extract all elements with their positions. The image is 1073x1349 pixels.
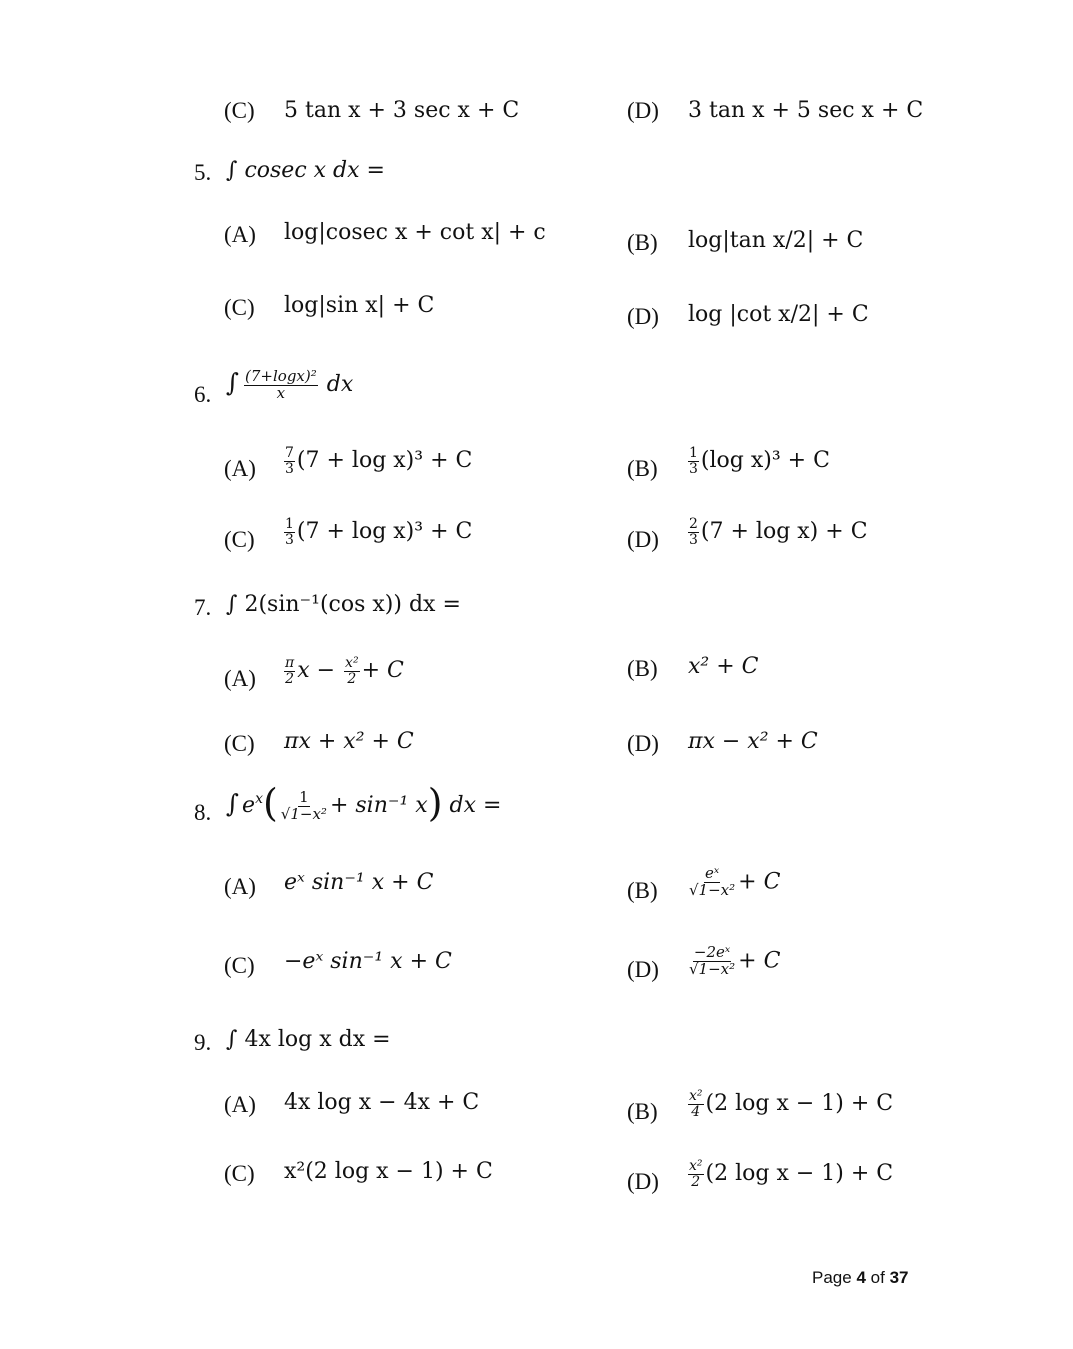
frac-den: 2	[347, 670, 357, 687]
option-label: (C)	[224, 295, 255, 320]
option-label: (A)	[224, 874, 256, 899]
question-stem: ∫ 4x log x dx =	[226, 1027, 391, 1052]
expr-tail: + C	[361, 658, 404, 684]
stem-tail: dx	[326, 372, 354, 397]
option-expr: log |cot x/2| + C	[688, 302, 869, 327]
frac-den: 3	[285, 460, 294, 477]
question-number: 5.	[194, 160, 212, 185]
option-expr: x² + C	[688, 654, 759, 679]
option-expr: eˣ sin⁻¹ x + C	[284, 870, 434, 895]
expr-tail: + C	[738, 869, 781, 895]
stem-denominator: x	[276, 383, 286, 402]
option-expr: πx − x² + C	[688, 729, 818, 754]
option-label: (B)	[627, 230, 658, 255]
question-stem: ∫ 2(sin⁻¹(cos x)) dx =	[226, 592, 461, 617]
option-label: (D)	[627, 957, 659, 982]
option-expr: log|cosec x + cot x| + c	[284, 220, 546, 245]
option-label: (C)	[224, 527, 255, 552]
option-label: (C)	[224, 731, 255, 756]
expr-tail: (2 log x − 1) + C	[705, 1091, 894, 1117]
frac-den: 3	[689, 531, 698, 548]
expr-tail: (log x)³ + C	[700, 448, 830, 474]
option-label: (B)	[627, 456, 658, 481]
option-label: (A)	[224, 222, 256, 247]
expr-tail: (7 + log x)³ + C	[296, 519, 473, 545]
frac-num: π	[285, 655, 295, 671]
option-label: (A)	[224, 1092, 256, 1117]
option-expr: 4x log x − 4x + C	[284, 1090, 480, 1115]
option-label: (B)	[627, 878, 658, 903]
option-expr	[282, 517, 472, 547]
option-expr: log|sin x| + C	[284, 293, 435, 318]
option-label: (D)	[627, 731, 659, 756]
frac-num: −2eˣ	[693, 943, 731, 961]
frac-den: 4	[691, 1103, 701, 1120]
option-label: (D)	[627, 1169, 659, 1194]
page-of: of	[870, 1268, 885, 1287]
option-label: (B)	[627, 656, 658, 681]
option-expr	[686, 866, 780, 899]
option-expr: log|tan x/2| + C	[688, 228, 864, 253]
option-label: (D)	[627, 304, 659, 329]
frac-num: x²	[689, 1158, 703, 1174]
option-expr: 3 tan x + 5 sec x + C	[688, 98, 924, 123]
expr-tail: (2 log x − 1) + C	[705, 1161, 894, 1187]
frac-den: 2	[285, 670, 295, 687]
option-expr	[686, 945, 780, 978]
option-expr	[686, 1159, 893, 1189]
question-stem: ∫ $e^x$( $\frac{1}{\text{√1−x²}}$ + sin⁻¹ x) dx =	[226, 781, 502, 825]
page-indicator	[812, 1268, 908, 1288]
option-expr	[282, 656, 404, 686]
question-number: 6.	[194, 382, 212, 407]
question-number: 7.	[194, 595, 212, 620]
option-label: (B)	[627, 1099, 658, 1124]
stem-mid: + sin⁻¹ x	[329, 793, 428, 818]
option-label: (D)	[627, 98, 659, 123]
option-label: (C)	[224, 98, 255, 123]
frac-den: 2	[691, 1173, 701, 1190]
frac-num: 1	[285, 516, 294, 532]
option-expr	[686, 1089, 893, 1119]
frac-den: √1−x²	[689, 880, 736, 899]
expr-mid: x −	[297, 658, 336, 684]
frac-num: 7	[285, 445, 294, 461]
option-expr: πx + x² + C	[284, 729, 414, 754]
frac-den: √1−x²	[689, 959, 736, 978]
stem-numerator: 1	[299, 787, 309, 806]
stem-tail: dx =	[449, 793, 502, 818]
frac-den: 3	[689, 460, 698, 477]
page-current: 4	[856, 1268, 866, 1287]
frac-num: x²	[345, 655, 359, 671]
option-label: (A)	[224, 456, 256, 481]
option-expr	[686, 446, 830, 476]
option-label: (A)	[224, 666, 256, 691]
question-number: 8.	[194, 800, 212, 825]
page-total: 37	[889, 1268, 909, 1287]
expr-tail: (7 + log x) + C	[700, 519, 868, 545]
frac-num: 1	[689, 445, 698, 461]
option-label: (C)	[224, 1161, 255, 1186]
expr-tail: + C	[738, 948, 781, 974]
option-label: (C)	[224, 953, 255, 978]
option-expr: −eˣ sin⁻¹ x + C	[284, 949, 452, 974]
stem-numerator: (7+logx)²	[245, 366, 317, 385]
expr-tail: (7 + log x)³ + C	[296, 448, 473, 474]
question-number: 9.	[194, 1030, 212, 1055]
frac-num: eˣ	[704, 864, 720, 882]
option-expr: x²(2 log x − 1) + C	[284, 1159, 493, 1184]
option-label: (D)	[627, 527, 659, 552]
option-expr: 5 tan x + 3 sec x + C	[284, 98, 520, 123]
question-stem: ∫ cosec x dx =	[226, 158, 385, 183]
option-expr	[686, 517, 868, 547]
frac-num: x²	[689, 1088, 703, 1104]
option-expr	[282, 446, 472, 476]
stem-denominator: √1−x²	[280, 804, 327, 823]
frac-den: 3	[285, 531, 294, 548]
question-stem: ∫ $\frac{\text{(7+logx)²}}{x}$ dx	[226, 366, 354, 402]
page-prefix: Page	[812, 1268, 852, 1287]
frac-num: 2	[689, 516, 698, 532]
